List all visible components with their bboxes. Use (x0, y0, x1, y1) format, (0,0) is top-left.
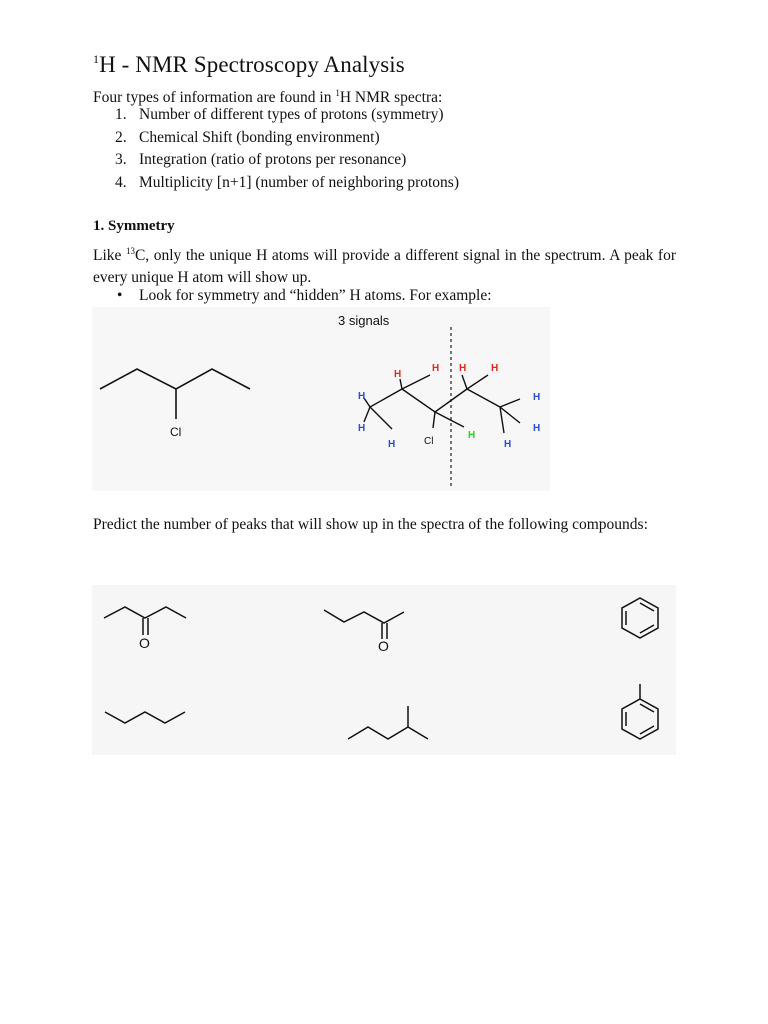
compound-3-pentanone (104, 607, 186, 635)
figure2-svg (92, 585, 676, 755)
expanded-structure-bonds (364, 375, 520, 433)
info-types-list (93, 104, 459, 194)
list-text: Multiplicity [n+1] (number of neighboring protons) (139, 173, 459, 191)
compounds-figure (92, 585, 676, 755)
page-title (93, 52, 405, 78)
figure1-svg (92, 307, 550, 491)
bullet-dot: • (117, 287, 123, 304)
predict-instructions: Predict the number of peaks that will show up in the spectra of the following compounds: (93, 516, 648, 533)
oxygen-label: O (139, 635, 150, 651)
list-text: Number of different types of protons (symmetry) (139, 106, 444, 123)
h-label: H (394, 369, 402, 380)
h-label: H (358, 423, 366, 434)
symmetry-paragraph (93, 240, 676, 289)
intro-after: H NMR spectra: (339, 89, 443, 106)
h-label: H (459, 363, 467, 374)
example-bullet (93, 285, 492, 307)
title-superscript: 1 (93, 52, 100, 66)
para-superscript: 13 (125, 246, 135, 256)
list-item (93, 149, 459, 172)
h-label: H (358, 391, 366, 402)
list-item (93, 127, 459, 150)
para-after: C, only the unique H atoms will provide a different signal in the spectrum. A peak for every unique H atom will show up. (93, 247, 676, 286)
list-number: 3. (115, 151, 127, 168)
methyl-hydrogens (358, 391, 540, 450)
oxygen-label: O (378, 638, 389, 654)
cl-label-expanded: Cl (424, 436, 434, 447)
h-label: H (533, 392, 541, 403)
compound-isopentane (348, 706, 428, 739)
compound-benzene (622, 598, 658, 638)
list-number: 4. (115, 173, 127, 191)
intro-superscript: 1 (335, 88, 340, 98)
h-label: H (491, 363, 499, 374)
h-label: H (504, 439, 512, 450)
symmetry-example-figure (92, 307, 550, 491)
bullet-text: Look for symmetry and “hidden” H atoms. For example: (139, 287, 492, 304)
list-number: 1. (115, 106, 127, 123)
expanded-chain (370, 389, 500, 412)
para-before: Like (93, 247, 126, 264)
list-text: Chemical Shift (bonding environment) (139, 128, 380, 146)
compound-toluene (622, 684, 658, 739)
intro-before: Four types of information are found in (93, 89, 336, 106)
list-text: Integration (ratio of protons per resonance) (139, 151, 407, 168)
list-item (93, 172, 459, 195)
methylene-hydrogens (394, 363, 498, 380)
cl-label: Cl (170, 425, 182, 439)
list-item (93, 104, 459, 127)
carbon-chain (100, 369, 250, 389)
figure-caption: 3 signals (338, 313, 390, 328)
list-number: 2. (115, 128, 127, 146)
title-text: H - NMR Spectroscopy Analysis (99, 52, 405, 77)
h-label-methine: H (468, 430, 476, 441)
compound-2-pentanone (324, 610, 404, 639)
h-label: H (533, 423, 541, 434)
skeletal-chloropentane (100, 369, 250, 419)
compound-pentane (105, 712, 185, 723)
h-label: H (388, 439, 396, 450)
section-heading-symmetry: 1. Symmetry (93, 218, 175, 234)
h-label: H (432, 363, 440, 374)
